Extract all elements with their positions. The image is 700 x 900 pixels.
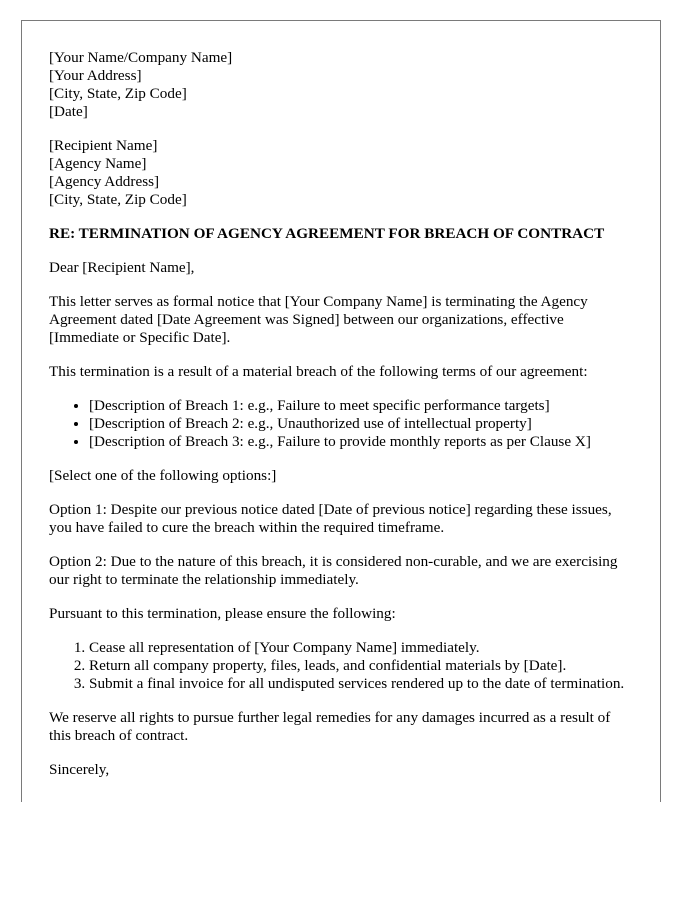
sender-name: [Your Name/Company Name]	[49, 49, 233, 66]
reserve-rights-paragraph: We reserve all rights to pursue further legal remedies for any damages incurred as a result of this breach of contract.	[49, 709, 611, 744]
action-list	[49, 639, 629, 693]
letter-content	[49, 49, 629, 795]
recipient-address: [Agency Address]	[49, 173, 160, 190]
breach-intro-paragraph: This termination is a result of a material breach of the following terms of our agreement:	[49, 363, 588, 380]
sender-address: [Your Address]	[49, 67, 142, 84]
subject-line: RE: TERMINATION OF AGENCY AGREEMENT FOR BREACH OF CONTRACT	[49, 225, 605, 242]
list-item: 1. Cease all representation of [Your Company Name] immediately.	[89, 639, 629, 657]
list-item: 3. Submit a final invoice for all undisputed services rendered up to the date of termination.	[89, 675, 629, 693]
letter-page	[21, 20, 661, 802]
list-item: 2. Return all company property, files, leads, and confidential materials by [Date].	[89, 657, 629, 675]
sender-block	[49, 49, 629, 121]
list-item: • [Description of Breach 3: e.g., Failure to provide monthly reports as per Clause X]	[89, 433, 629, 451]
closing-line: Sincerely,	[49, 761, 110, 778]
recipient-block	[49, 137, 629, 209]
list-item: • [Description of Breach 1: e.g., Failure to meet specific performance targets]	[89, 397, 629, 415]
salutation: Dear [Recipient Name],	[49, 259, 195, 276]
recipient-city: [City, State, Zip Code]	[49, 191, 187, 208]
list-item: • [Description of Breach 2: e.g., Unauthorized use of intellectual property]	[89, 415, 629, 433]
intro-paragraph: This letter serves as formal notice that [Your Company Name] is terminating the Agency Agreement dated [Date Agreement was Signed] between our organizations, effective [Immediate or Specific Date].	[49, 293, 588, 346]
sender-date: [Date]	[49, 103, 88, 120]
sender-city: [City, State, Zip Code]	[49, 85, 187, 102]
option-1-paragraph: Option 1: Despite our previous notice dated [Date of previous notice] regarding these issues, you have failed to cure the breach within the required timeframe.	[49, 501, 612, 536]
pursuant-paragraph: Pursuant to this termination, please ensure the following:	[49, 605, 396, 622]
recipient-name: [Recipient Name]	[49, 137, 158, 154]
select-options-paragraph: [Select one of the following options:]	[49, 467, 277, 484]
option-2-paragraph: Option 2: Due to the nature of this breach, it is considered non-curable, and we are exercising our right to terminate the relationship immediately.	[49, 553, 618, 588]
breach-list	[49, 397, 629, 451]
recipient-agency: [Agency Name]	[49, 155, 147, 172]
